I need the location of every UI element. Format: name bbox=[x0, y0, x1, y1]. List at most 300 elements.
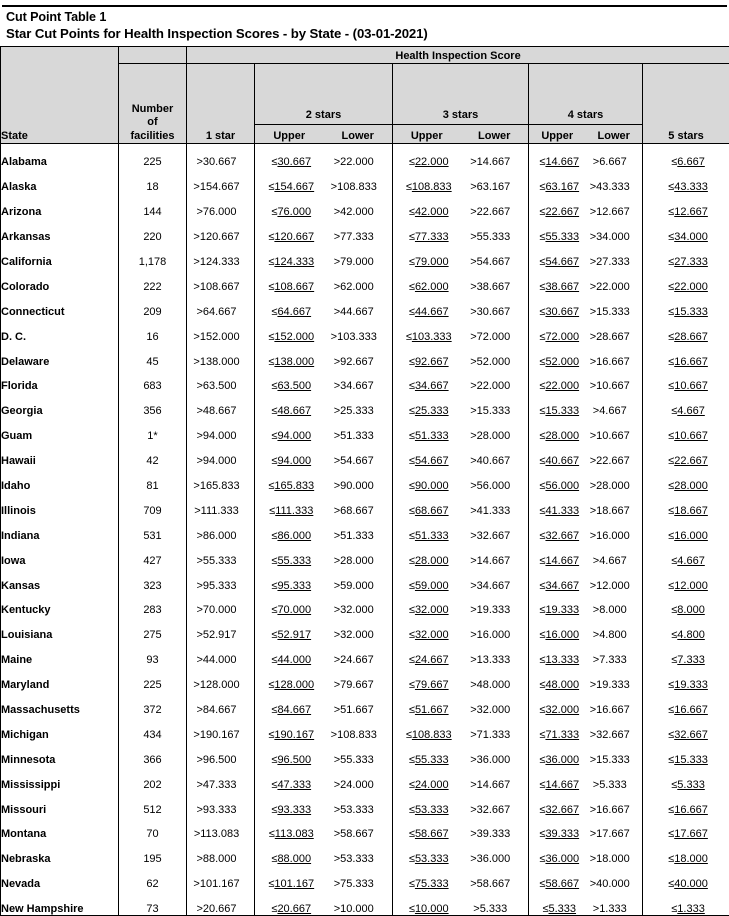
row-3-stars-upper: ≤58.667 bbox=[393, 816, 461, 841]
row-4-stars-upper: ≤39.333 bbox=[529, 816, 586, 841]
row-1-star: >154.667 bbox=[187, 168, 255, 193]
table-row bbox=[1, 691, 729, 716]
row-2-stars-upper-value: 101.167 bbox=[274, 878, 314, 890]
row-3-stars-upper-value: 51.667 bbox=[415, 704, 449, 716]
row-2-stars-lower: >77.333 bbox=[324, 218, 393, 243]
row-1-star: >190.167 bbox=[187, 716, 255, 741]
row-state: Louisiana bbox=[1, 616, 119, 641]
row-2-stars-lower: >51.667 bbox=[324, 691, 393, 716]
row-3-stars-upper-value: 92.667 bbox=[415, 356, 449, 368]
row-2-stars-upper-value: 120.667 bbox=[274, 231, 314, 243]
row-1-star: >55.333 bbox=[187, 542, 255, 567]
row-3-stars-upper: ≤34.667 bbox=[393, 368, 461, 393]
row-5-stars: ≤28.000 bbox=[643, 467, 729, 492]
row-3-stars-upper-value: 90.000 bbox=[415, 480, 449, 492]
row-3-stars-lower: >71.333 bbox=[461, 716, 529, 741]
row-5-stars: ≤4.667 bbox=[643, 542, 729, 567]
row-4-stars-upper-value: 32.667 bbox=[545, 530, 579, 542]
row-1-star: >44.000 bbox=[187, 641, 255, 666]
row-state: Connecticut bbox=[1, 293, 119, 318]
header-number-of-facilities-line2: of bbox=[119, 116, 186, 130]
row-3-stars-upper-value: 103.333 bbox=[412, 331, 452, 343]
row-2-stars-upper-value: 52.917 bbox=[277, 629, 311, 641]
row-3-stars-lower: >15.333 bbox=[461, 392, 529, 417]
row-2-stars-lower: >59.000 bbox=[324, 567, 393, 592]
row-2-stars-lower: >79.000 bbox=[324, 243, 393, 268]
row-1-star: >88.000 bbox=[187, 840, 255, 865]
row-4-stars-lower: >16.000 bbox=[586, 517, 643, 542]
table-row bbox=[1, 816, 729, 841]
row-5-stars: ≤18.000 bbox=[643, 840, 729, 865]
row-1-star: >93.333 bbox=[187, 791, 255, 816]
row-1-star: >108.667 bbox=[187, 268, 255, 293]
row-4-stars-lower: >22.667 bbox=[586, 442, 643, 467]
row-4-stars-lower: >32.667 bbox=[586, 716, 643, 741]
row-4-stars-upper-value: 34.667 bbox=[545, 580, 579, 592]
header-number-of-facilities-line3: facilities bbox=[119, 130, 186, 144]
row-4-stars-lower: >5.333 bbox=[586, 766, 643, 791]
row-3-stars-lower: >14.667 bbox=[461, 766, 529, 791]
row-number-facilities: 220 bbox=[119, 218, 187, 243]
row-5-stars-value: 18.000 bbox=[674, 853, 708, 865]
row-2-stars-lower: >25.333 bbox=[324, 392, 393, 417]
row-5-stars-value: 8.000 bbox=[677, 604, 705, 616]
row-number-facilities: 195 bbox=[119, 840, 187, 865]
row-5-stars: ≤16.667 bbox=[643, 691, 729, 716]
row-4-stars-upper: ≤14.667 bbox=[529, 542, 586, 567]
row-5-stars: ≤10.667 bbox=[643, 417, 729, 442]
row-4-stars-upper-value: 14.667 bbox=[545, 156, 579, 168]
row-4-stars-lower: >4.667 bbox=[586, 542, 643, 567]
row-4-stars-lower: >22.000 bbox=[586, 268, 643, 293]
row-3-stars-upper: ≤68.667 bbox=[393, 492, 461, 517]
row-2-stars-upper: ≤70.000 bbox=[255, 592, 324, 617]
row-3-stars-lower: >32.000 bbox=[461, 691, 529, 716]
row-4-stars-upper-value: 40.667 bbox=[545, 455, 579, 467]
row-3-stars-upper: ≤53.333 bbox=[393, 840, 461, 865]
row-4-stars-upper: ≤52.000 bbox=[529, 343, 586, 368]
row-5-stars: ≤17.667 bbox=[643, 816, 729, 841]
row-3-stars-upper: ≤42.000 bbox=[393, 193, 461, 218]
row-4-stars-upper: ≤56.000 bbox=[529, 467, 586, 492]
row-3-stars-upper: ≤44.667 bbox=[393, 293, 461, 318]
row-number-facilities: 512 bbox=[119, 791, 187, 816]
row-5-stars-value: 43.333 bbox=[674, 181, 708, 193]
row-2-stars-upper: ≤190.167 bbox=[255, 716, 324, 741]
row-5-stars: ≤15.333 bbox=[643, 293, 729, 318]
row-number-facilities: 70 bbox=[119, 816, 187, 841]
row-number-facilities: 683 bbox=[119, 368, 187, 393]
row-2-stars-lower: >90.000 bbox=[324, 467, 393, 492]
row-5-stars: ≤32.667 bbox=[643, 716, 729, 741]
row-4-stars-upper: ≤38.667 bbox=[529, 268, 586, 293]
row-3-stars-lower: >38.667 bbox=[461, 268, 529, 293]
row-2-stars-lower: >108.833 bbox=[324, 716, 393, 741]
row-5-stars: ≤43.333 bbox=[643, 168, 729, 193]
row-2-stars-lower: >53.333 bbox=[324, 840, 393, 865]
row-4-stars-lower: >12.000 bbox=[586, 567, 643, 592]
table-row bbox=[1, 268, 729, 293]
row-4-stars-upper-value: 14.667 bbox=[545, 779, 579, 791]
table-row bbox=[1, 243, 729, 268]
row-5-stars: ≤16.000 bbox=[643, 517, 729, 542]
header-2-stars bbox=[255, 64, 393, 125]
row-2-stars-upper: ≤96.500 bbox=[255, 741, 324, 766]
row-4-stars-lower: >17.667 bbox=[586, 816, 643, 841]
table-row bbox=[1, 193, 729, 218]
row-4-stars-lower: >6.667 bbox=[586, 144, 643, 169]
row-1-star: >63.500 bbox=[187, 368, 255, 393]
table-row bbox=[1, 218, 729, 243]
row-3-stars-upper-value: 79.667 bbox=[415, 679, 449, 691]
row-2-stars-upper: ≤128.000 bbox=[255, 666, 324, 691]
row-5-stars-value: 5.333 bbox=[677, 779, 705, 791]
row-2-stars-upper: ≤138.000 bbox=[255, 343, 324, 368]
table-row bbox=[1, 716, 729, 741]
row-5-stars-value: 18.667 bbox=[674, 505, 708, 517]
row-4-stars-lower: >16.667 bbox=[586, 791, 643, 816]
row-4-stars-lower: >19.333 bbox=[586, 666, 643, 691]
header-3-stars bbox=[393, 64, 529, 125]
row-4-stars-upper: ≤58.667 bbox=[529, 865, 586, 890]
row-3-stars-lower: >32.667 bbox=[461, 791, 529, 816]
table-row bbox=[1, 542, 729, 567]
row-2-stars-upper: ≤48.667 bbox=[255, 392, 324, 417]
row-state: Alabama bbox=[1, 144, 119, 169]
row-3-stars-lower: >54.667 bbox=[461, 243, 529, 268]
row-5-stars: ≤4.800 bbox=[643, 616, 729, 641]
row-2-stars-upper-value: 113.083 bbox=[275, 828, 314, 840]
row-4-stars-lower: >16.667 bbox=[586, 343, 643, 368]
row-3-stars-upper: ≤54.667 bbox=[393, 442, 461, 467]
row-1-star: >48.667 bbox=[187, 392, 255, 417]
row-2-stars-upper-value: 95.333 bbox=[277, 580, 311, 592]
row-1-star: >94.000 bbox=[187, 417, 255, 442]
row-state: D. C. bbox=[1, 318, 119, 343]
row-4-stars-upper: ≤32.667 bbox=[529, 517, 586, 542]
row-4-stars-lower: >4.667 bbox=[586, 392, 643, 417]
row-3-stars-upper: ≤79.000 bbox=[393, 243, 461, 268]
row-1-star: >128.000 bbox=[187, 666, 255, 691]
row-2-stars-upper-value: 138.000 bbox=[274, 356, 314, 368]
row-state: Michigan bbox=[1, 716, 119, 741]
table-row bbox=[1, 517, 729, 542]
row-5-stars: ≤15.333 bbox=[643, 741, 729, 766]
row-3-stars-upper: ≤24.000 bbox=[393, 766, 461, 791]
row-4-stars-upper: ≤13.333 bbox=[529, 641, 586, 666]
row-state: Missouri bbox=[1, 791, 119, 816]
row-3-stars-upper-value: 59.000 bbox=[415, 580, 449, 592]
row-3-stars-upper-value: 10.000 bbox=[415, 903, 449, 915]
row-2-stars-upper: ≤47.333 bbox=[255, 766, 324, 791]
row-state: Georgia bbox=[1, 392, 119, 417]
row-2-stars-lower: >24.667 bbox=[324, 641, 393, 666]
row-4-stars-upper-value: 32.000 bbox=[545, 704, 579, 716]
row-2-stars-upper-value: 70.000 bbox=[277, 604, 311, 616]
row-3-stars-lower: >52.000 bbox=[461, 343, 529, 368]
row-5-stars-value: 7.333 bbox=[677, 654, 705, 666]
row-1-star: >94.000 bbox=[187, 442, 255, 467]
row-5-stars: ≤22.667 bbox=[643, 442, 729, 467]
row-5-stars-value: 16.667 bbox=[674, 704, 708, 716]
table-row bbox=[1, 144, 729, 169]
row-state: Montana bbox=[1, 816, 119, 841]
row-5-stars: ≤28.667 bbox=[643, 318, 729, 343]
row-3-stars-upper-value: 77.333 bbox=[415, 231, 449, 243]
row-5-stars-value: 40.000 bbox=[674, 878, 708, 890]
row-2-stars-upper: ≤93.333 bbox=[255, 791, 324, 816]
row-3-stars-upper: ≤59.000 bbox=[393, 567, 461, 592]
row-2-stars-upper-value: 88.000 bbox=[277, 853, 311, 865]
header-number-of-facilities-line1: Number bbox=[119, 103, 186, 117]
row-3-stars-upper-value: 53.333 bbox=[415, 853, 449, 865]
row-number-facilities: 93 bbox=[119, 641, 187, 666]
row-4-stars-upper: ≤22.000 bbox=[529, 368, 586, 393]
row-5-stars-value: 32.667 bbox=[674, 729, 708, 741]
row-5-stars-value: 22.667 bbox=[674, 455, 708, 467]
row-1-star: >101.167 bbox=[187, 865, 255, 890]
header-number-of-facilities bbox=[119, 64, 187, 144]
row-4-stars-upper: ≤15.333 bbox=[529, 392, 586, 417]
row-5-stars: ≤8.000 bbox=[643, 592, 729, 617]
row-number-facilities: 275 bbox=[119, 616, 187, 641]
row-4-stars-upper-value: 41.333 bbox=[545, 505, 579, 517]
row-3-stars-lower: >34.667 bbox=[461, 567, 529, 592]
row-4-stars-upper: ≤71.333 bbox=[529, 716, 586, 741]
row-5-stars: ≤12.667 bbox=[643, 193, 729, 218]
row-4-stars-upper: ≤22.667 bbox=[529, 193, 586, 218]
header-4-stars-lower: Lower bbox=[586, 125, 643, 144]
row-number-facilities: 283 bbox=[119, 592, 187, 617]
row-5-stars-value: 28.667 bbox=[674, 331, 708, 343]
row-state: Maryland bbox=[1, 666, 119, 691]
row-3-stars-upper: ≤103.333 bbox=[393, 318, 461, 343]
row-state: Iowa bbox=[1, 542, 119, 567]
row-number-facilities: 372 bbox=[119, 691, 187, 716]
table-row bbox=[1, 741, 729, 766]
table-row bbox=[1, 791, 729, 816]
row-4-stars-upper-value: 39.333 bbox=[545, 828, 579, 840]
row-4-stars-upper-value: 22.667 bbox=[545, 206, 579, 218]
row-2-stars-lower: >32.000 bbox=[324, 592, 393, 617]
row-1-star: >138.000 bbox=[187, 343, 255, 368]
row-number-facilities: 222 bbox=[119, 268, 187, 293]
header-state: State bbox=[1, 64, 119, 144]
row-state: Hawaii bbox=[1, 442, 119, 467]
header-2-stars-upper: Upper bbox=[255, 125, 324, 144]
row-number-facilities: 45 bbox=[119, 343, 187, 368]
row-2-stars-upper-value: 108.667 bbox=[274, 281, 314, 293]
row-4-stars-lower: >43.333 bbox=[586, 168, 643, 193]
header-4-stars-upper: Upper bbox=[529, 125, 586, 144]
row-2-stars-upper-value: 154.667 bbox=[274, 181, 314, 193]
row-4-stars-upper-value: 19.333 bbox=[545, 604, 579, 616]
row-state: Colorado bbox=[1, 268, 119, 293]
row-4-stars-lower: >10.667 bbox=[586, 368, 643, 393]
table-body bbox=[1, 144, 729, 916]
row-2-stars-lower: >55.333 bbox=[324, 741, 393, 766]
row-3-stars-upper-value: 24.000 bbox=[415, 779, 449, 791]
row-4-stars-upper-value: 48.000 bbox=[545, 679, 579, 691]
row-4-stars-lower: >18.667 bbox=[586, 492, 643, 517]
row-2-stars-lower: >79.667 bbox=[324, 666, 393, 691]
row-3-stars-lower: >36.000 bbox=[461, 741, 529, 766]
row-state: New Hampshire bbox=[1, 890, 119, 915]
table-row bbox=[1, 392, 729, 417]
row-5-stars-value: 19.333 bbox=[674, 679, 708, 691]
row-number-facilities: 81 bbox=[119, 467, 187, 492]
row-2-stars-lower: >108.833 bbox=[324, 168, 393, 193]
page-title: Star Cut Points for Health Inspection Scores - by State - (03-01-2021) bbox=[6, 25, 729, 42]
row-2-stars-upper: ≤63.500 bbox=[255, 368, 324, 393]
header-band-spacer-state bbox=[1, 47, 119, 64]
row-3-stars-lower: >56.000 bbox=[461, 467, 529, 492]
row-3-stars-upper-value: 108.833 bbox=[412, 181, 452, 193]
row-4-stars-upper-value: 5.333 bbox=[549, 903, 577, 915]
row-2-stars-upper-value: 64.667 bbox=[277, 306, 311, 318]
row-5-stars-value: 4.667 bbox=[677, 405, 705, 417]
row-2-stars-upper-value: 55.333 bbox=[277, 555, 311, 567]
row-3-stars-upper-value: 53.333 bbox=[415, 804, 449, 816]
row-3-stars-upper-value: 75.333 bbox=[415, 878, 449, 890]
row-3-stars-upper: ≤51.333 bbox=[393, 417, 461, 442]
row-3-stars-upper-value: 54.667 bbox=[415, 455, 449, 467]
row-state: Idaho bbox=[1, 467, 119, 492]
row-4-stars-lower: >40.000 bbox=[586, 865, 643, 890]
table-header bbox=[1, 47, 729, 144]
row-1-star: >84.667 bbox=[187, 691, 255, 716]
row-3-stars-lower: >28.000 bbox=[461, 417, 529, 442]
row-3-stars-upper: ≤55.333 bbox=[393, 741, 461, 766]
row-3-stars-lower: >36.000 bbox=[461, 840, 529, 865]
row-3-stars-upper-value: 28.000 bbox=[415, 555, 449, 567]
row-4-stars-upper-value: 72.000 bbox=[545, 331, 579, 343]
header-3-stars-lower: Lower bbox=[461, 125, 529, 144]
row-2-stars-lower: >44.667 bbox=[324, 293, 393, 318]
row-5-stars-value: 28.000 bbox=[674, 480, 708, 492]
row-5-stars: ≤16.667 bbox=[643, 343, 729, 368]
row-2-stars-upper: ≤95.333 bbox=[255, 567, 324, 592]
row-1-star: >47.333 bbox=[187, 766, 255, 791]
row-3-stars-lower: >19.333 bbox=[461, 592, 529, 617]
row-4-stars-upper-value: 55.333 bbox=[545, 231, 579, 243]
row-4-stars-upper: ≤32.000 bbox=[529, 691, 586, 716]
row-3-stars-upper-value: 25.333 bbox=[415, 405, 449, 417]
row-3-stars-upper-value: 44.667 bbox=[415, 306, 449, 318]
row-2-stars-upper: ≤108.667 bbox=[255, 268, 324, 293]
row-3-stars-upper-value: 62.000 bbox=[415, 281, 449, 293]
row-number-facilities: 18 bbox=[119, 168, 187, 193]
row-4-stars-upper-value: 58.667 bbox=[545, 878, 579, 890]
row-5-stars: ≤5.333 bbox=[643, 766, 729, 791]
header-4-stars-label: 4 stars bbox=[529, 109, 642, 124]
row-state: Kentucky bbox=[1, 592, 119, 617]
row-3-stars-upper: ≤28.000 bbox=[393, 542, 461, 567]
row-5-stars: ≤12.000 bbox=[643, 567, 729, 592]
row-2-stars-lower: >58.667 bbox=[324, 816, 393, 841]
row-4-stars-lower: >4.800 bbox=[586, 616, 643, 641]
title-block bbox=[0, 7, 729, 46]
row-4-stars-upper: ≤32.667 bbox=[529, 791, 586, 816]
row-2-stars-lower: >53.333 bbox=[324, 791, 393, 816]
row-state: Arkansas bbox=[1, 218, 119, 243]
row-state: California bbox=[1, 243, 119, 268]
row-2-stars-upper-value: 20.667 bbox=[277, 903, 311, 915]
row-2-stars-upper-value: 94.000 bbox=[277, 455, 311, 467]
row-2-stars-upper-value: 124.333 bbox=[274, 256, 314, 268]
row-3-stars-upper: ≤51.333 bbox=[393, 517, 461, 542]
row-5-stars-value: 16.667 bbox=[674, 356, 708, 368]
row-1-star: >111.333 bbox=[187, 492, 255, 517]
row-3-stars-lower: >22.000 bbox=[461, 368, 529, 393]
row-4-stars-lower: >7.333 bbox=[586, 641, 643, 666]
row-3-stars-upper: ≤10.000 bbox=[393, 890, 461, 915]
row-4-stars-upper-value: 16.000 bbox=[545, 629, 579, 641]
row-1-star: >95.333 bbox=[187, 567, 255, 592]
row-number-facilities: 531 bbox=[119, 517, 187, 542]
row-1-star: >120.667 bbox=[187, 218, 255, 243]
row-3-stars-lower: >22.667 bbox=[461, 193, 529, 218]
header-group-row bbox=[1, 64, 729, 125]
page-root bbox=[0, 5, 729, 909]
row-4-stars-lower: >1.333 bbox=[586, 890, 643, 915]
row-3-stars-upper: ≤77.333 bbox=[393, 218, 461, 243]
row-3-stars-lower: >39.333 bbox=[461, 816, 529, 841]
row-2-stars-upper-value: 128.000 bbox=[274, 679, 314, 691]
row-3-stars-lower: >41.333 bbox=[461, 492, 529, 517]
header-band-health-inspection-score: Health Inspection Score bbox=[187, 47, 729, 64]
row-5-stars-value: 12.667 bbox=[674, 206, 708, 218]
row-3-stars-upper: ≤79.667 bbox=[393, 666, 461, 691]
row-4-stars-lower: >12.667 bbox=[586, 193, 643, 218]
row-2-stars-lower: >103.333 bbox=[324, 318, 393, 343]
row-number-facilities: 225 bbox=[119, 144, 187, 169]
row-2-stars-upper-value: 111.333 bbox=[275, 505, 313, 517]
row-2-stars-lower: >32.000 bbox=[324, 616, 393, 641]
row-3-stars-lower: >58.667 bbox=[461, 865, 529, 890]
row-2-stars-upper: ≤55.333 bbox=[255, 542, 324, 567]
row-5-stars: ≤22.000 bbox=[643, 268, 729, 293]
row-4-stars-upper: ≤16.000 bbox=[529, 616, 586, 641]
table-row bbox=[1, 766, 729, 791]
row-5-stars-value: 10.667 bbox=[674, 380, 708, 392]
row-2-stars-lower: >92.667 bbox=[324, 343, 393, 368]
row-5-stars: ≤10.667 bbox=[643, 368, 729, 393]
table-row bbox=[1, 343, 729, 368]
row-3-stars-upper-value: 22.000 bbox=[415, 156, 449, 168]
row-3-stars-upper: ≤32.000 bbox=[393, 592, 461, 617]
row-2-stars-upper-value: 165.833 bbox=[274, 480, 314, 492]
row-1-star: >96.500 bbox=[187, 741, 255, 766]
row-2-stars-lower: >62.000 bbox=[324, 268, 393, 293]
row-3-stars-upper-value: 108.833 bbox=[412, 729, 452, 741]
row-3-stars-lower: >48.000 bbox=[461, 666, 529, 691]
row-4-stars-upper: ≤28.000 bbox=[529, 417, 586, 442]
row-2-stars-lower: >51.333 bbox=[324, 517, 393, 542]
row-state: Mississippi bbox=[1, 766, 119, 791]
row-3-stars-upper-value: 68.667 bbox=[415, 505, 449, 517]
row-2-stars-upper: ≤152.000 bbox=[255, 318, 324, 343]
row-4-stars-lower: >15.333 bbox=[586, 741, 643, 766]
row-3-stars-upper-value: 58.667 bbox=[415, 828, 449, 840]
row-1-star: >113.083 bbox=[187, 816, 255, 841]
row-3-stars-upper: ≤53.333 bbox=[393, 791, 461, 816]
row-2-stars-upper: ≤20.667 bbox=[255, 890, 324, 915]
row-number-facilities: 434 bbox=[119, 716, 187, 741]
row-2-stars-upper-value: 63.500 bbox=[277, 380, 311, 392]
row-5-stars-value: 15.333 bbox=[674, 306, 708, 318]
row-2-stars-upper: ≤113.083 bbox=[255, 816, 324, 841]
